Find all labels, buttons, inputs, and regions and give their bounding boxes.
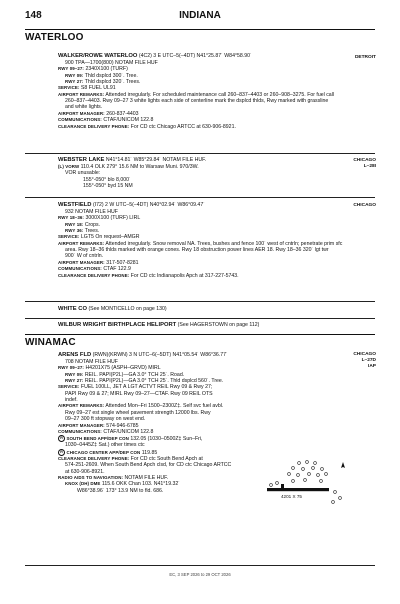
divider: [25, 301, 375, 302]
sectional-waterloo: DETROIT: [354, 55, 376, 60]
north-arrow-icon: [341, 462, 345, 468]
city-waterloo: WATERLOO: [25, 32, 84, 43]
footer-rule: [25, 565, 375, 566]
divider: [25, 318, 375, 319]
divider: [25, 197, 375, 198]
r-symbol-icon: R: [58, 435, 65, 442]
page-number: 148: [25, 10, 42, 21]
header-rule: [25, 29, 375, 30]
airport-name: ARENS FLD: [58, 352, 92, 358]
airport-name: WESTFIELD: [58, 202, 92, 208]
state-title: INDIANA: [179, 10, 221, 21]
entry-westfield: WESTFIELD (I72) 2 W UTC–5(–4DT) N40°02.94´ W86°09.47´ 932 NOTAM FILE HUF RWY 18–36: 3000X100 (TURF) LIRL RWY 18: Crops. RWY 36: Trees. SERVICE: LGT5 On request–AMGR AIRPORT REMARKS: Attended irregularly. Snow removal NA. Trees, bushes and fence 100´ west of cntrln; penetrate prim sfc area. Rwy 18–36 thlds marked with orange cones. Rwy 18 obstruction power lines AER 18. Rwy 18–36 320´ lgt twr 900´ W of cntrln. AIRPORT MANAGER: 317-507-8281 COMMUNICATIONS: CTAF 122.9 CLEARANCE DELIVERY PHONE: For CD ctc Indianapolis Apch at 317-227-5743.: [58, 202, 343, 279]
sectional-westfield: CHICAGO: [353, 203, 376, 208]
sectional-webster: CHICAGO L–28I: [353, 158, 376, 169]
runway-09-27: [267, 488, 329, 491]
entry-white-co: WHITE CO (See MONTICELLO on page 130): [58, 306, 167, 312]
divider: [25, 334, 375, 335]
ident-line: (4C2) 3 E UTC–5(–4DT) N41°25.87´ W84°58.90´: [138, 53, 252, 59]
footer-effective-dates: EC, 3 SEP 2026 to 29 OCT 2026: [169, 572, 231, 577]
elev-line: 900 TPA—1700(800) NOTAM FILE HUF: [65, 60, 158, 67]
runway-diagram-label: 4201 X 75: [281, 494, 302, 499]
entry-arens-fld: ARENS FLD (RWN)(KRWN) 3 N UTC–6(–5DT) N41°05.54´ W86°36.77´ 708 NOTAM FILE HUF RWY 09–27: H4201X75 (ASPH–GRVD) MIRL RWY 09: REIL. PAPI(P2L)—GA 3.0° TCH 25´. Road. RWY 27: REIL. PAPI(P2L)—GA 3.0° TCH 25´. Thld dsplcd 560´. Tree. SERVICE: FUEL 100LL, JET A LGT ACTVT REIL Rwy 09 & Rwy 27; PAPI Rwy 09 & 27; MIRL Rwy 09–27—CTAF. Rwy 09 REIL OTS indef. AIRPORT REMARKS: Attended Mon–Fri 1500–2300Z‡. Self svc fuel avbl. Rwy 09–27 est single wheel pavement strength 12000 lbs. Rwy 09–27 300 ft stopway on west end. AIRPORT MANAGER: 574-946-6785 COMMUNICATIONS: CTAF/UNICOM 122.8 R SOUTH BEND APP/DEP CON 132.05 (1030–0500Z‡ Sun–Fri, 1030–0445Z‡ Sat.) other times ctc R CHICAGO CENTER APP/DEP CON 119.85 CLEARANCE DELIVERY PHONE: For CD ctc South Bend Apch at 574-251-2609. When South Bend Apch clsd, for CD ctc Chicago ARTCC at 630-906-8921. RADIO AIDS TO NAVIGATION: NOTAM FILE HUF. KNOX (DH) DME 115.6 OKK Chan 103. N41°19.32´ W86°38.96´ 173° 13.9 NM to fld. 686.: [58, 352, 232, 494]
taxiway: [281, 484, 284, 488]
city-winamac: WINAMAC: [25, 337, 76, 348]
divider: [25, 153, 375, 154]
airport-name: WALKER/ROWE WATERLOO: [58, 53, 138, 59]
airport-diagram: [263, 458, 353, 508]
entry-wilbur-wright: WILBUR WRIGHT BIRTHPLACE HELIPORT (See HAGERSTOWN on page 112): [58, 322, 260, 328]
entry-walker-rowe-waterloo: WALKER/ROWE WATERLOO (4C2) 3 E UTC–5(–4DT) N41°25.87´ W84°58.90´ 900 TPA—1700(800) NOTAM FILE HUF RWY 09–27: 2340X100 (TURF) RWY 09: Thld dsplcd 300´. Tree. RWY 27: Thld dsplcd 320´. Trees. SERVICE: S8 FUEL UL91 AIRPORT REMARKS: Attended irregularly. For scheduled maintenance call 260–837–4403 or 260–908–3275. For fuel call 260–837–4403. Rwy 09–27 3 white lights each side of centerline mark the dsplcd thlds, Rwy marked with grassline and white lights. AIRPORT MANAGER: 260-837-4403 COMMUNICATIONS: CTAF/UNICOM 122.8 CLEARANCE DELIVERY PHONE: For CD ctc Chicago ARTCC at 630-906-8921.: [25, 53, 365, 130]
entry-webster-lake: WEBSTER LAKE N41°14.81´ W85°29.84´ NOTAM FILE HUF. (L) VORW 110.4 OLK 279° 15.6 NM to Warsaw Muni. 970/3W. VOR unusable: 155°-050° blo 8,000´ 155°-050° byd 15 NM: [58, 157, 207, 190]
r-symbol-icon: R: [58, 449, 65, 456]
navaid-name: WEBSTER LAKE: [58, 157, 105, 163]
sectional-winamac: CHICAGO L–27D IAP: [353, 352, 376, 369]
